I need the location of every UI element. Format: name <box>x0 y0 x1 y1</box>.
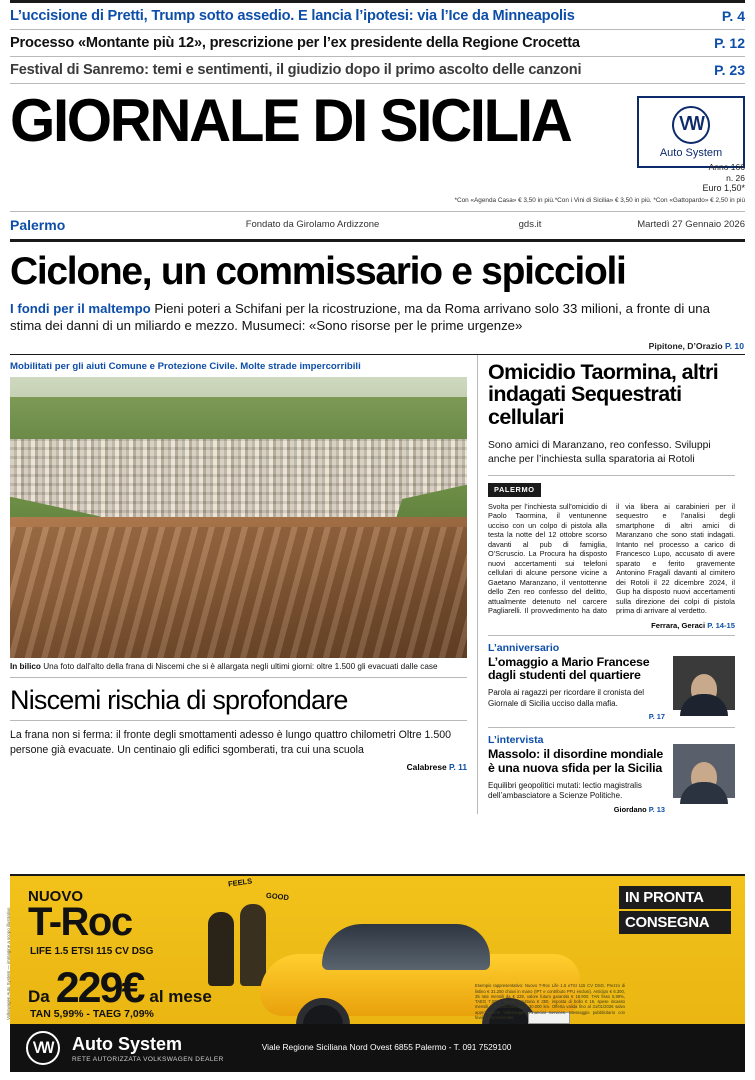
founder-note: Fondato da Girolamo Ardizzone <box>245 219 380 230</box>
ad-person <box>208 912 234 986</box>
lead-credit <box>10 341 745 351</box>
right-deck: Sono amici di Maranzano, reo confesso. Sviluppi anche per l’inchiesta sulla sparatoria ai Rotoli <box>488 439 735 476</box>
issue-year: Anno 166 <box>708 162 745 172</box>
teaser-row[interactable] <box>10 30 745 57</box>
item-byline: Giordano <box>613 804 647 814</box>
photo-landslide-texture <box>10 527 467 658</box>
website-url[interactable]: gds.it <box>518 219 542 230</box>
ad-badge-line2: CONSEGNA <box>619 911 731 934</box>
ad-bubble-text: FEELS <box>227 876 253 889</box>
teaser-row[interactable] <box>10 57 745 84</box>
ad-model-name: T-Roc <box>28 900 132 944</box>
left-column <box>10 355 478 814</box>
bottom-advertisement[interactable] <box>6 874 745 1072</box>
issue-price-footnote: *Con «Agenda Casa» € 3,50 in più.*Con i Vini di Sicilia» € 3,50 in più. *Con «Gattopardo» € 2,50 in più <box>454 196 745 204</box>
right-item-text <box>488 642 665 722</box>
lead-story <box>0 242 755 351</box>
issue-price: Euro 1,50* <box>702 183 745 194</box>
ad-price-period: al mese <box>149 987 212 1006</box>
right-item-text <box>488 734 665 814</box>
ad-dealer-name: Auto System <box>72 1033 183 1054</box>
masthead-advertiser-logo[interactable] <box>637 96 745 168</box>
lead-deck-text: Pieni poteri a Schifani per la ricostruzione, ma da Roma arrivano solo 33 milioni, a fronte di una stima dei danni di un miliardo e mezzo. Musumeci: «Sono risorse per le prime urgenze» <box>10 301 710 334</box>
left-page-ref: P. 11 <box>448 762 467 773</box>
item-title: L’omaggio a Mario Francese dagli studenti del quartiere <box>488 654 650 683</box>
item-summary: Equilibri geopolitici mutati: lectio magistralis dell’ambasciatore a Scienze Politiche. <box>488 780 642 801</box>
teaser-headline: L’uccisione di Pretti, Trump sotto assedio. E lancia l’ipotesi: via l’Ice da Minneapolis <box>10 8 575 24</box>
item-credit <box>488 712 665 721</box>
photo-caption-text: Una foto dall'alto della frana di Niscemi che si è allargata negli ultimi giorni: oltre 1.500 gli evacuati dalle case <box>40 661 438 671</box>
right-byline: Ferrara, Geraci <box>651 620 706 630</box>
right-credit <box>488 621 735 636</box>
masthead-title: GIORNALE DI SICILIA <box>10 87 571 154</box>
ad-dealer-subtitle: RETE AUTORIZZATA VOLKSWAGEN DEALER <box>72 1055 224 1063</box>
vw-logo-text: VW <box>679 112 703 135</box>
edition-city: Palermo <box>10 216 66 233</box>
ad-availability-badge <box>619 886 731 934</box>
teaser-strip <box>0 0 755 84</box>
photo-caption-label: In bilico <box>10 661 41 671</box>
left-byline: Calabrese <box>406 762 447 773</box>
ad-title: NUOVO <box>28 888 84 905</box>
right-page-ref: P. 14-15 <box>707 620 735 630</box>
teaser-headline: Processo «Montante più 12», prescrizione per l’ex presidente della Regione Crocetta <box>10 35 580 51</box>
right-item-anniversario[interactable] <box>488 636 735 722</box>
issue-date: Martedì 27 Gennaio 2026 <box>637 219 745 230</box>
ad-financing-terms: TAN 5,99% - TAEG 7,09% <box>30 1008 154 1020</box>
portrait-body <box>680 694 728 716</box>
portrait-body <box>680 782 728 804</box>
ad-trim: LIFE 1.5 ETSI 115 CV DSG <box>30 946 154 957</box>
teaser-headline: Festival di Sanremo: temi e sentimenti, il giudizio dopo il primo ascolto delle canzoni <box>10 62 582 78</box>
ad-dealer-address: Viale Regione Siciliana Nord Ovest 6855 Palermo - T. 091 7529100 <box>261 1042 512 1053</box>
lead-headline: Ciclone, un commissario e spiccioli <box>10 249 626 293</box>
teaser-page-number: P. 4 <box>721 8 745 24</box>
info-bar <box>10 211 745 242</box>
left-headline: Niscemi rischia di sprofondare <box>10 686 467 721</box>
ad-price-prefix: Da <box>28 987 50 1006</box>
lead-kicker: I fondi per il maltempo <box>10 301 151 317</box>
left-deck: La frana non si ferma: il fronte degli smottamenti adesso è lungo quattro chilometri Oltre 1.500 persone già evacuate. Un centinaio gli edifici sgomberati, tra cui una scuola <box>10 729 452 757</box>
ad-badge-line1: IN PRONTA <box>619 886 731 909</box>
main-columns <box>10 354 745 814</box>
issue-number: n. 26 <box>726 172 745 183</box>
left-credit <box>10 762 467 772</box>
ad-side-note: Volkswagen Auto System — immagine a scopo illustrativo <box>6 907 11 1020</box>
lead-deck <box>10 300 745 334</box>
right-item-intervista[interactable] <box>488 728 735 814</box>
lead-byline: Pipitone, D’Orazio <box>648 340 723 351</box>
right-column <box>478 355 735 814</box>
item-summary: Parola ai ragazzi per ricordare il cronista del Giornale di Sicilia ucciso dalla mafia. <box>488 688 645 708</box>
ad-fine-print: Esempio rappresentativo: Nuovo T-Roc Life 1.5 eTSI 115 CV DSG. Prezzo di listino € 31.250 chiavi in mano (IPT e contributo PFU esclusi). Anticipo € 6.300, 35 rate mensili da € 229, valore futuro garantito € 18.900. TAN fisso 5,99%, TAEG 7,09%. Spese istruttoria € 350, imposta di bollo € 16, spese incasso mensili € 3. Chilometraggio 30.000 km. Offerta valida fino al 31/01/2026 salvo approvazione Volkswagen Financial Services. Messaggio pubblicitario con finalità promozionale. <box>475 983 625 1020</box>
ad-dealer-footer <box>10 1024 745 1072</box>
left-kicker: Mobilitati per gli aiuti Comune e Protezione Civile. Molte strade impercorribili <box>10 360 361 372</box>
section-tag: PALERMO <box>488 483 541 497</box>
ad-price-row <box>28 964 212 1013</box>
item-credit <box>488 805 665 814</box>
volkswagen-icon <box>672 106 710 144</box>
advertiser-name: Auto System <box>659 146 723 159</box>
right-headline: Omicidio Taormina, altri indagati Sequestrati cellulari <box>488 359 719 430</box>
item-portrait-photo <box>673 656 735 710</box>
landslide-photo <box>10 377 467 658</box>
ad-bubble-text: GOOD <box>265 890 290 903</box>
masthead <box>0 84 755 168</box>
vw-logo-text: VW <box>33 1038 53 1057</box>
item-kicker: L’intervista <box>488 734 544 747</box>
item-title: Massolo: il disordine mondiale è una nuova sfida per la Sicilia <box>488 747 664 775</box>
volkswagen-icon <box>26 1031 60 1065</box>
item-kicker: L’anniversario <box>488 641 560 654</box>
teaser-page-number: P. 12 <box>714 35 745 51</box>
photo-caption <box>10 658 467 678</box>
item-page-ref: P. 13 <box>648 804 665 814</box>
item-page-ref: P. 17 <box>648 712 665 722</box>
car-cabin <box>322 924 490 970</box>
item-portrait-photo <box>673 744 735 798</box>
ad-price: 229€ <box>55 964 144 1012</box>
lead-page-ref: P. 10 <box>725 340 744 351</box>
teaser-page-number: P. 23 <box>714 62 745 78</box>
masthead-meta <box>0 162 755 205</box>
ad-dealer-identity <box>72 1034 224 1063</box>
ad-content <box>6 876 745 1072</box>
teaser-row[interactable] <box>10 0 745 30</box>
right-body-text: Svolta per l’inchiesta sull’omicidio di Paolo Taormina, il ventunenne ucciso con un colpo di pistola alla testa la notte del 12 ottobre scorso davanti al pub di famiglia, O’Scruscio. La Procura ha disposto nuovi accertamenti sui telefoni cellulari di alcune persone vicine a Gaetano Maranzano, il ventottenne dello Zen reo confesso del delitto, attualmente detenuto nel carcere Pagliarelli. Il provvedimento ha dato il via libera ai carabinieri per il sequestro e l’analisi degli smartphone di altri amici di Maranzano che sono stati indagati. Intanto nel processo a carico di Francesco Lupo, accusato di avere sparato e ferito gravemente Antonino Fragalì davanti al cimitero dei Rotoli il 22 dicembre 2024, il Gup ha disposto nuovi accertamenti sulla direzione dei colpi di pistola prima di arrivare al verdetto. <box>488 501 735 616</box>
